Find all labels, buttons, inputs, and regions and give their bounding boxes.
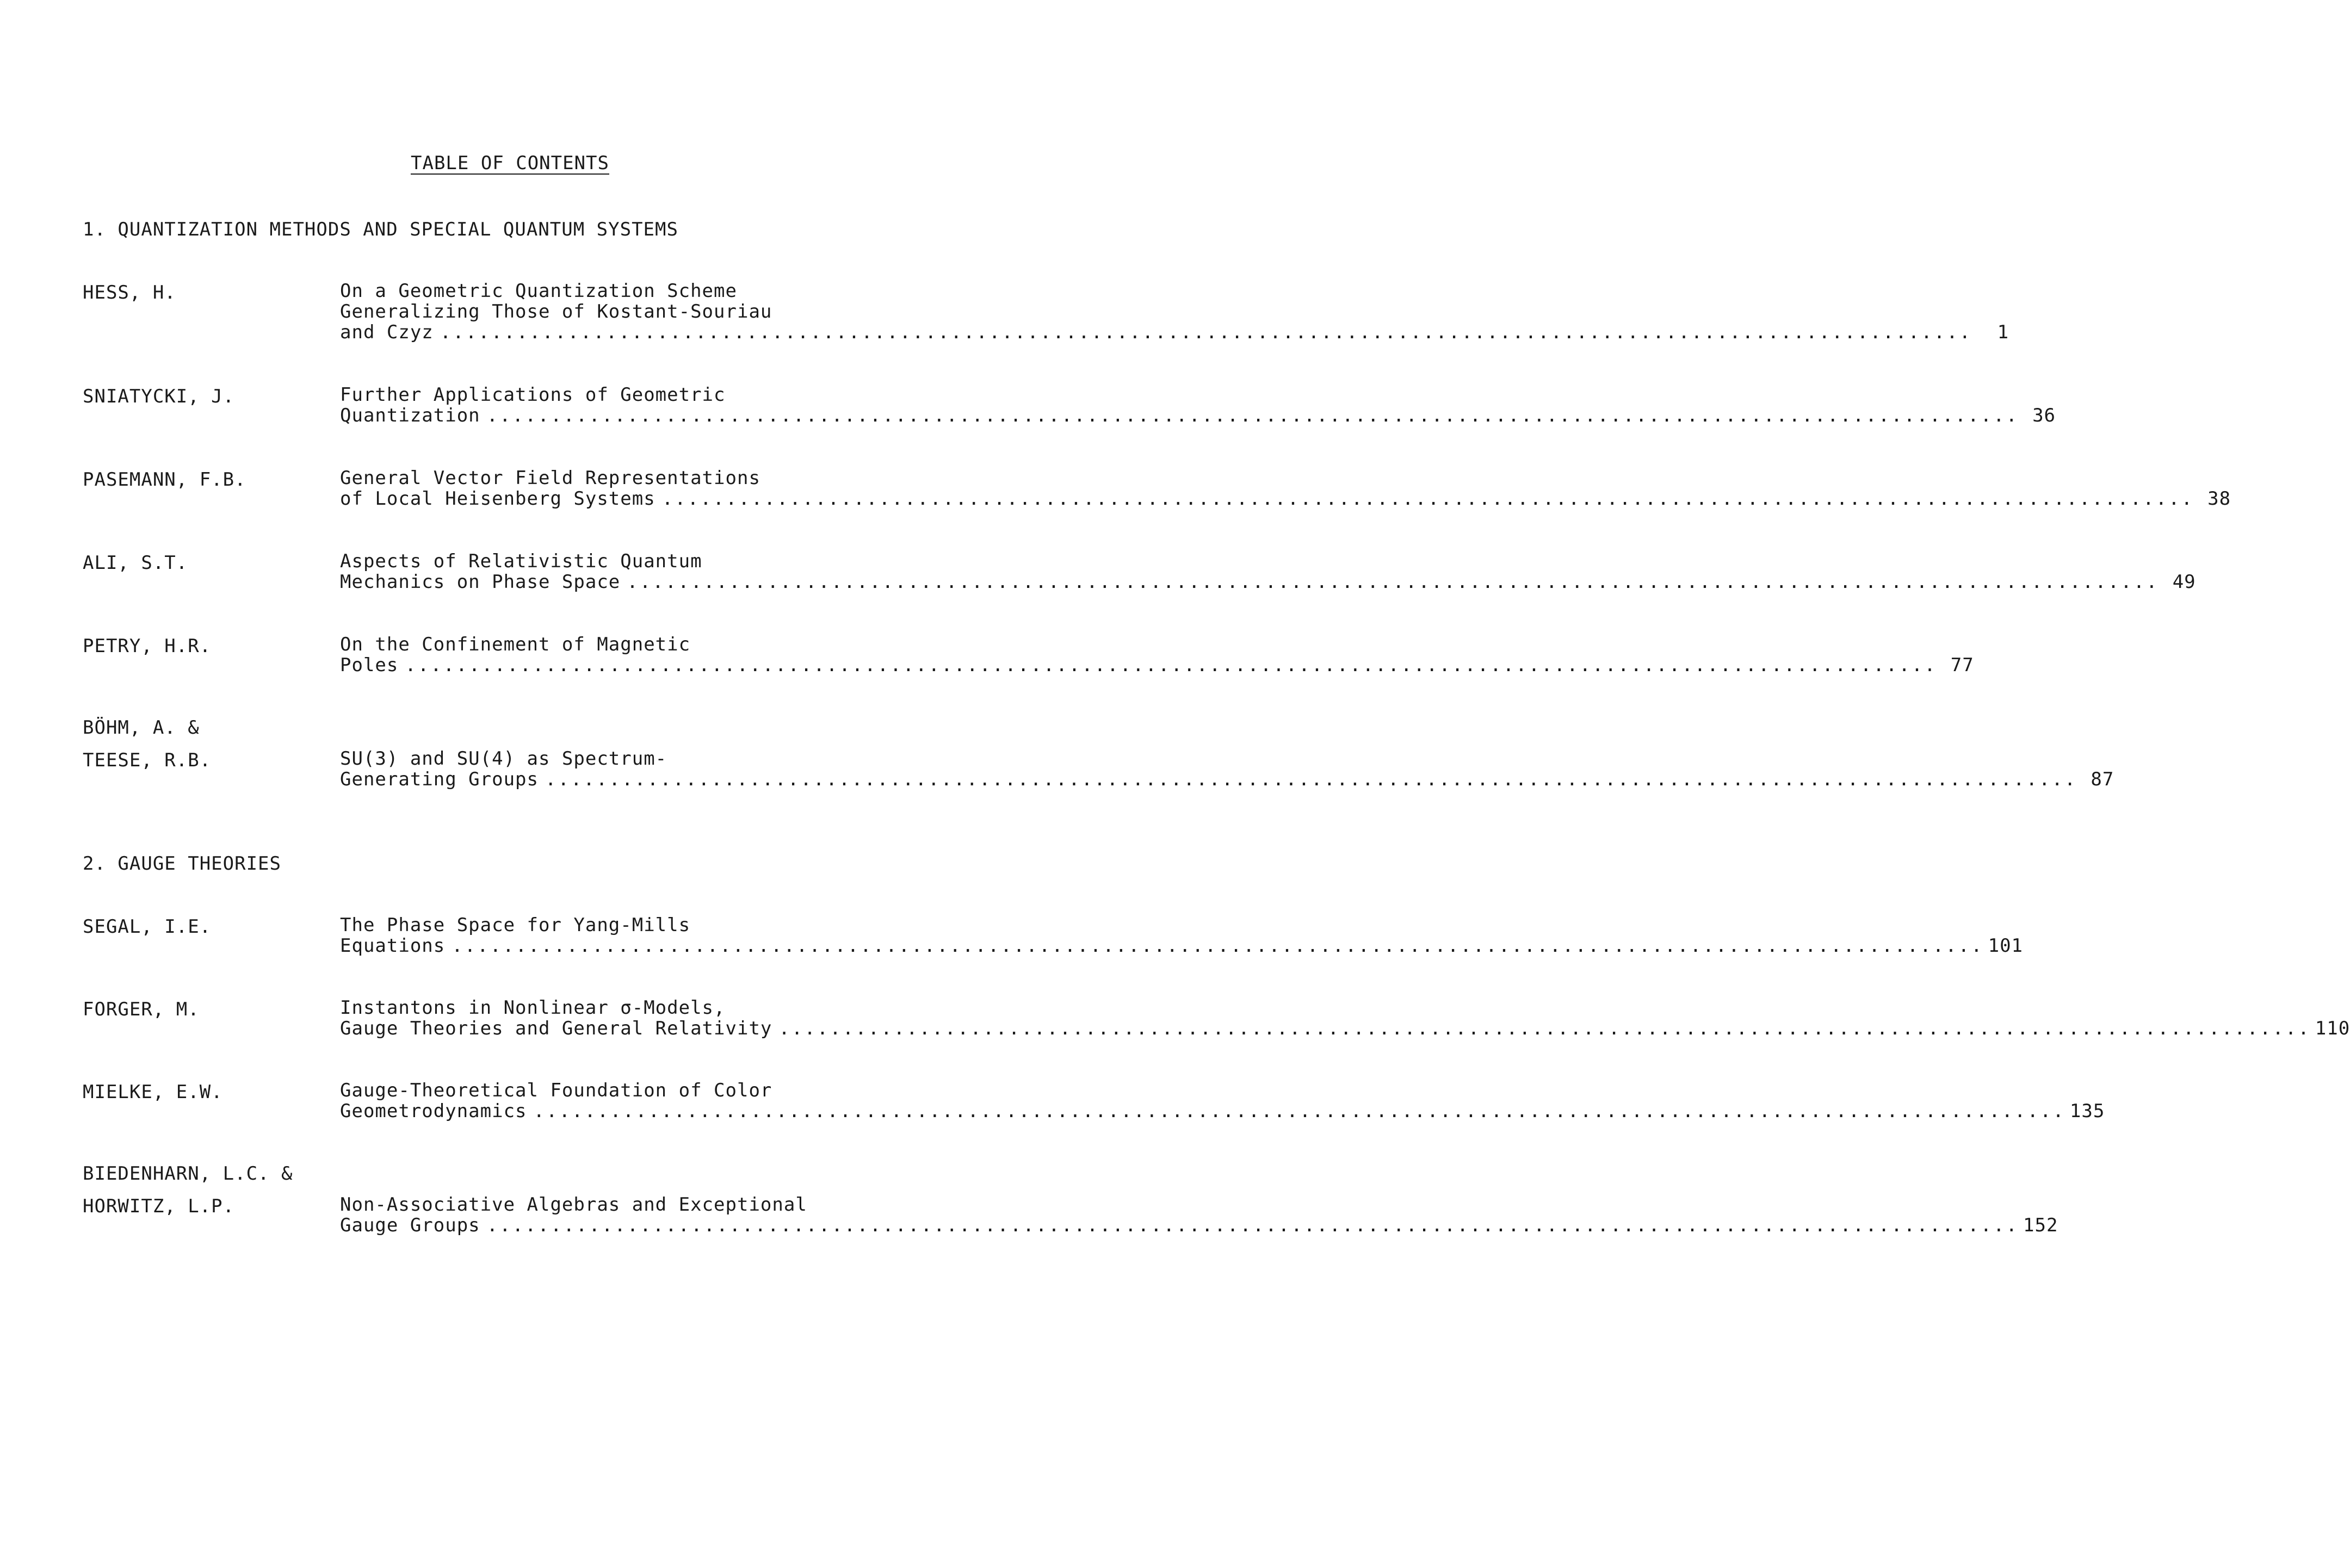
toc-author: BIEDENHARN, L.C. & [83, 1163, 293, 1185]
entry-title-line: Equations [340, 935, 446, 957]
page-number[interactable]: 36 [2032, 405, 2056, 426]
toc-author: MIELKE, E.W. [83, 1081, 223, 1103]
toc-author: TEESE, R.B. [83, 749, 212, 771]
toc-author: PETRY, H.R. [83, 635, 212, 657]
dot-leader: ........................................................................................................................ [486, 405, 2019, 426]
page-number[interactable]: 1 [1997, 321, 2009, 343]
toc-author: SNIATYCKI, J. [83, 386, 235, 407]
entry-title-line: Further Applications of Geometric [340, 384, 726, 406]
entry-title-line: Aspects of Relativistic Quantum [340, 550, 702, 572]
entry-title-line: Quantization [340, 405, 480, 426]
dot-leader: ........................................................................................................................ [452, 935, 1984, 957]
toc-entry[interactable] [340, 634, 1974, 676]
toc-entry[interactable] [340, 384, 2056, 426]
toc-entry[interactable] [340, 997, 2350, 1039]
dot-leader: ........................................................................................................................ [627, 571, 2159, 593]
entry-title-line: Non-Associative Algebras and Exceptional [340, 1194, 807, 1216]
page-number[interactable]: 87 [2091, 768, 2114, 790]
page-number[interactable]: 101 [1988, 935, 2024, 957]
toc-author: HESS, H. [83, 282, 176, 303]
page-number[interactable]: 77 [1950, 654, 1974, 676]
toc-entry[interactable] [340, 1194, 2058, 1236]
dot-leader: ........................................................................................................................ [440, 321, 1972, 343]
toc-author: PASEMANN, F.B. [83, 469, 246, 491]
page-number[interactable]: 110 [2315, 1018, 2350, 1039]
entry-title-line: SU(3) and SU(4) as Spectrum- [340, 748, 667, 770]
entry-title-line: Generalizing Those of Kostant-Souriau [340, 301, 772, 323]
entry-title-line: Geometrodynamics [340, 1100, 527, 1122]
section-heading: 1. QUANTIZATION METHODS AND SPECIAL QUANTUM SYSTEMS [83, 219, 678, 240]
page-number[interactable]: 38 [2207, 488, 2231, 510]
entry-title-line: Instantons in Nonlinear σ-Models, [340, 997, 726, 1019]
page-title: TABLE OF CONTENTS [411, 152, 609, 174]
dot-leader: ........................................................................................................................ [545, 768, 2077, 790]
entry-title-line: Generating Groups [340, 768, 539, 790]
entry-title-line: and Czyz [340, 321, 434, 343]
toc-author: HORWITZ, L.P. [83, 1195, 235, 1217]
page-number[interactable]: 152 [2023, 1214, 2058, 1236]
page-number[interactable]: 135 [2069, 1100, 2105, 1122]
dot-leader: ........................................................................................................................ [486, 1214, 2019, 1236]
entry-title-line: General Vector Field Representations [340, 467, 760, 489]
entry-title-line: of Local Heisenberg Systems [340, 488, 655, 510]
dot-leader: ........................................................................................................................ [533, 1100, 2065, 1122]
toc-entry[interactable] [340, 280, 2009, 343]
section-heading: 2. GAUGE THEORIES [83, 853, 281, 875]
entry-title-line: Gauge Theories and General Relativity [340, 1018, 772, 1039]
toc-entry[interactable] [340, 748, 2114, 790]
toc-author: FORGER, M. [83, 999, 200, 1020]
toc-entry[interactable] [340, 1080, 2105, 1122]
dot-leader: ........................................................................................................................ [405, 654, 1937, 676]
entry-title-line: Gauge-Theoretical Foundation of Color [340, 1080, 772, 1101]
entry-title-line: On a Geometric Quantization Scheme [340, 280, 737, 302]
page-number[interactable]: 49 [2172, 571, 2196, 593]
toc-entry[interactable] [340, 550, 2196, 593]
entry-title-line: On the Confinement of Magnetic [340, 634, 691, 655]
toc-entry[interactable] [340, 914, 2024, 957]
dot-leader: ........................................................................................................................ [661, 488, 2194, 510]
dot-leader: ........................................................................................................................ [778, 1018, 2311, 1039]
entry-title-line: Poles [340, 654, 399, 676]
toc-author: ALI, S.T. [83, 552, 188, 574]
entry-title-line: The Phase Space for Yang-Mills [340, 914, 691, 936]
entry-title-line: Gauge Groups [340, 1214, 480, 1236]
toc-author: BÖHM, A. & [83, 717, 200, 739]
toc-author: SEGAL, I.E. [83, 916, 212, 938]
entry-title-line: Mechanics on Phase Space [340, 571, 621, 593]
toc-entry[interactable] [340, 467, 2231, 510]
